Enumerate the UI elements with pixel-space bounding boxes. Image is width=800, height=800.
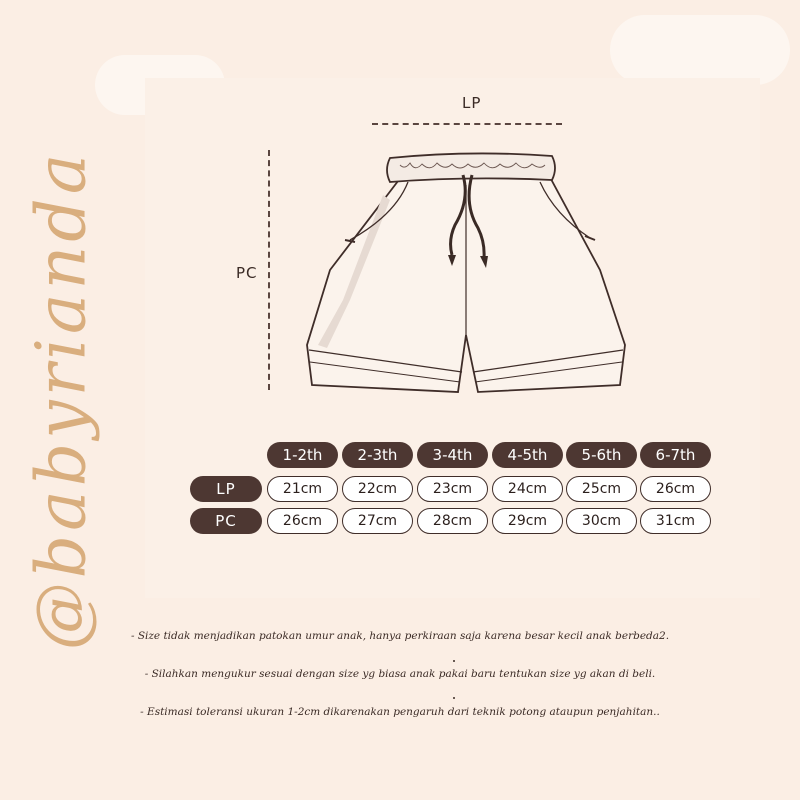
- age-header: 4-5th: [492, 442, 563, 468]
- pc-label: PC: [236, 264, 258, 282]
- background-cloud: [610, 15, 790, 85]
- size-cell: 23cm: [417, 476, 488, 502]
- note-line: - Size tidak menjadikan patokan umur anak, hanya perkiraan saja karena besar kecil anak berbeda2.: [130, 630, 670, 642]
- row-label-lp: LP: [190, 476, 262, 502]
- note-line: - Silahkan mengukur sesuai dengan size yg biasa anak pakai baru tentukan size yg akan di beli.: [144, 668, 656, 680]
- size-cell: 29cm: [492, 508, 563, 534]
- row-label-pc: PC: [190, 508, 262, 534]
- note-line: - Estimasi toleransi ukuran 1-2cm dikarenakan pengaruh dari teknik potong ataupun penjahitan..: [140, 706, 660, 718]
- separator-dot: [453, 697, 455, 699]
- lp-dimension-line: [372, 123, 562, 125]
- brand-handle: @babyrianda: [22, 149, 102, 651]
- age-header: 3-4th: [417, 442, 488, 468]
- age-header: 2-3th: [342, 442, 413, 468]
- age-header: 5-6th: [566, 442, 637, 468]
- size-cell: 26cm: [267, 508, 338, 534]
- size-cell: 26cm: [640, 476, 711, 502]
- lp-label: LP: [462, 94, 482, 112]
- size-cell: 27cm: [342, 508, 413, 534]
- size-cell: 25cm: [566, 476, 637, 502]
- size-cell: 21cm: [267, 476, 338, 502]
- size-cell: 31cm: [640, 508, 711, 534]
- size-cell: 30cm: [566, 508, 637, 534]
- size-cell: 22cm: [342, 476, 413, 502]
- size-cell: 28cm: [417, 508, 488, 534]
- size-cell: 24cm: [492, 476, 563, 502]
- separator-dot: [453, 660, 455, 662]
- age-header: 6-7th: [640, 442, 711, 468]
- pc-dimension-line: [268, 150, 270, 390]
- age-header: 1-2th: [267, 442, 338, 468]
